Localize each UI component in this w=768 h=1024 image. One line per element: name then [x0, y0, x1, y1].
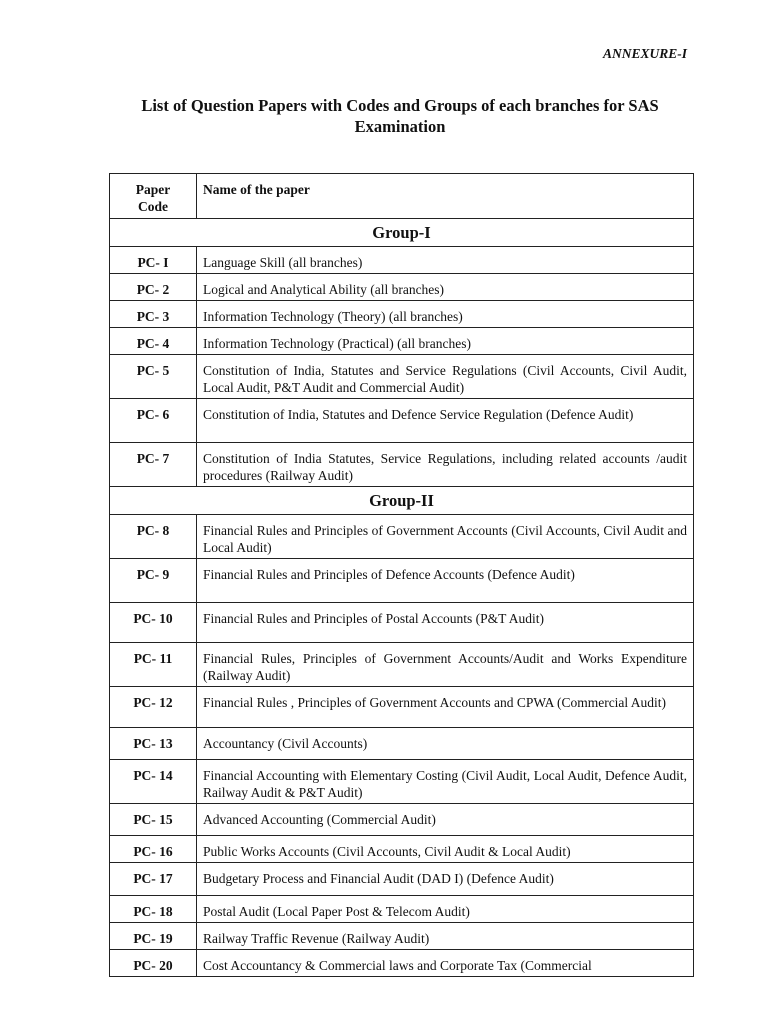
paper-code: PC- 8: [110, 515, 197, 559]
table-row: [110, 328, 694, 355]
table-row: [110, 804, 694, 836]
paper-name: Postal Audit (Local Paper Post & Telecom Audit): [197, 896, 694, 923]
paper-code: PC- I: [110, 247, 197, 274]
paper-name: Financial Rules and Principles of Government Accounts (Civil Accounts, Civil Audit and Local Audit): [197, 515, 694, 559]
table-row: [110, 603, 694, 643]
paper-name: Accountancy (Civil Accounts): [197, 728, 694, 760]
paper-name: Language Skill (all branches): [197, 247, 694, 274]
table-row: [110, 687, 694, 728]
table-row: [110, 836, 694, 863]
document-title: [80, 95, 720, 137]
group-title: Group-II: [110, 487, 694, 515]
paper-name: Information Technology (Theory) (all branches): [197, 301, 694, 328]
table-row: [110, 355, 694, 399]
paper-code: PC- 6: [110, 399, 197, 443]
group-heading-row: [110, 487, 694, 515]
table-row: [110, 443, 694, 487]
table-row: [110, 515, 694, 559]
group-heading-row: [110, 219, 694, 247]
paper-name: Information Technology (Practical) (all branches): [197, 328, 694, 355]
annexure-label: ANNEXURE-I: [602, 46, 687, 61]
paper-code: PC- 5: [110, 355, 197, 399]
table-row: [110, 643, 694, 687]
paper-code: PC- 20: [110, 950, 197, 977]
table-row: [110, 923, 694, 950]
table-row: [110, 950, 694, 977]
table-row: [110, 728, 694, 760]
paper-code: PC- 7: [110, 443, 197, 487]
table-row: [110, 896, 694, 923]
question-papers-table: [109, 173, 694, 977]
paper-code: PC- 14: [110, 760, 197, 804]
paper-code: PC- 16: [110, 836, 197, 863]
paper-name: Constitution of India, Statutes and Defence Service Regulation (Defence Audit): [197, 399, 694, 443]
table-row: [110, 274, 694, 301]
paper-code: PC- 18: [110, 896, 197, 923]
paper-name: Constitution of India, Statutes and Service Regulations (Civil Accounts, Civil Audit, Local Audit, P&T Audit and Commercial Audit): [197, 355, 694, 399]
table-row: [110, 559, 694, 603]
paper-name: Financial Rules and Principles of Defence Accounts (Defence Audit): [197, 559, 694, 603]
header-paper-name: Name of the paper: [197, 174, 694, 219]
group-title: Group-I: [110, 219, 694, 247]
table-row: [110, 863, 694, 896]
table-row: [110, 301, 694, 328]
paper-name: Advanced Accounting (Commercial Audit): [197, 804, 694, 836]
paper-name: Financial Accounting with Elementary Costing (Civil Audit, Local Audit, Defence Audit, Railway Audit & P&T Audit): [197, 760, 694, 804]
table-row: [110, 399, 694, 443]
paper-code: PC- 15: [110, 804, 197, 836]
paper-name: Public Works Accounts (Civil Accounts, Civil Audit & Local Audit): [197, 836, 694, 863]
paper-code: PC- 3: [110, 301, 197, 328]
paper-name: Constitution of India Statutes, Service Regulations, including related accounts /audit procedures (Railway Audit): [197, 443, 694, 487]
paper-code: PC- 13: [110, 728, 197, 760]
paper-code: PC- 19: [110, 923, 197, 950]
paper-name: Budgetary Process and Financial Audit (DAD I) (Defence Audit): [197, 863, 694, 896]
paper-name: Logical and Analytical Ability (all branches): [197, 274, 694, 301]
paper-code: PC- 4: [110, 328, 197, 355]
paper-name: Cost Accountancy & Commercial laws and Corporate Tax (Commercial: [197, 950, 694, 977]
table-header-row: [110, 174, 694, 219]
paper-code: PC- 11: [110, 643, 197, 687]
paper-code: PC- 17: [110, 863, 197, 896]
title-line-2: Examination: [354, 117, 446, 136]
table-row: [110, 760, 694, 804]
paper-name: Railway Traffic Revenue (Railway Audit): [197, 923, 694, 950]
paper-name: Financial Rules and Principles of Postal Accounts (P&T Audit): [197, 603, 694, 643]
header-paper-code: Paper Code: [110, 174, 197, 219]
paper-code: PC- 2: [110, 274, 197, 301]
paper-name: Financial Rules, Principles of Government Accounts/Audit and Works Expenditure (Railway Audit): [197, 643, 694, 687]
title-line-1: List of Question Papers with Codes and Groups of each branches for SAS: [141, 96, 659, 115]
table-row: [110, 247, 694, 274]
paper-code: PC- 9: [110, 559, 197, 603]
paper-name: Financial Rules , Principles of Government Accounts and CPWA (Commercial Audit): [197, 687, 694, 728]
paper-code: PC- 12: [110, 687, 197, 728]
paper-code: PC- 10: [110, 603, 197, 643]
